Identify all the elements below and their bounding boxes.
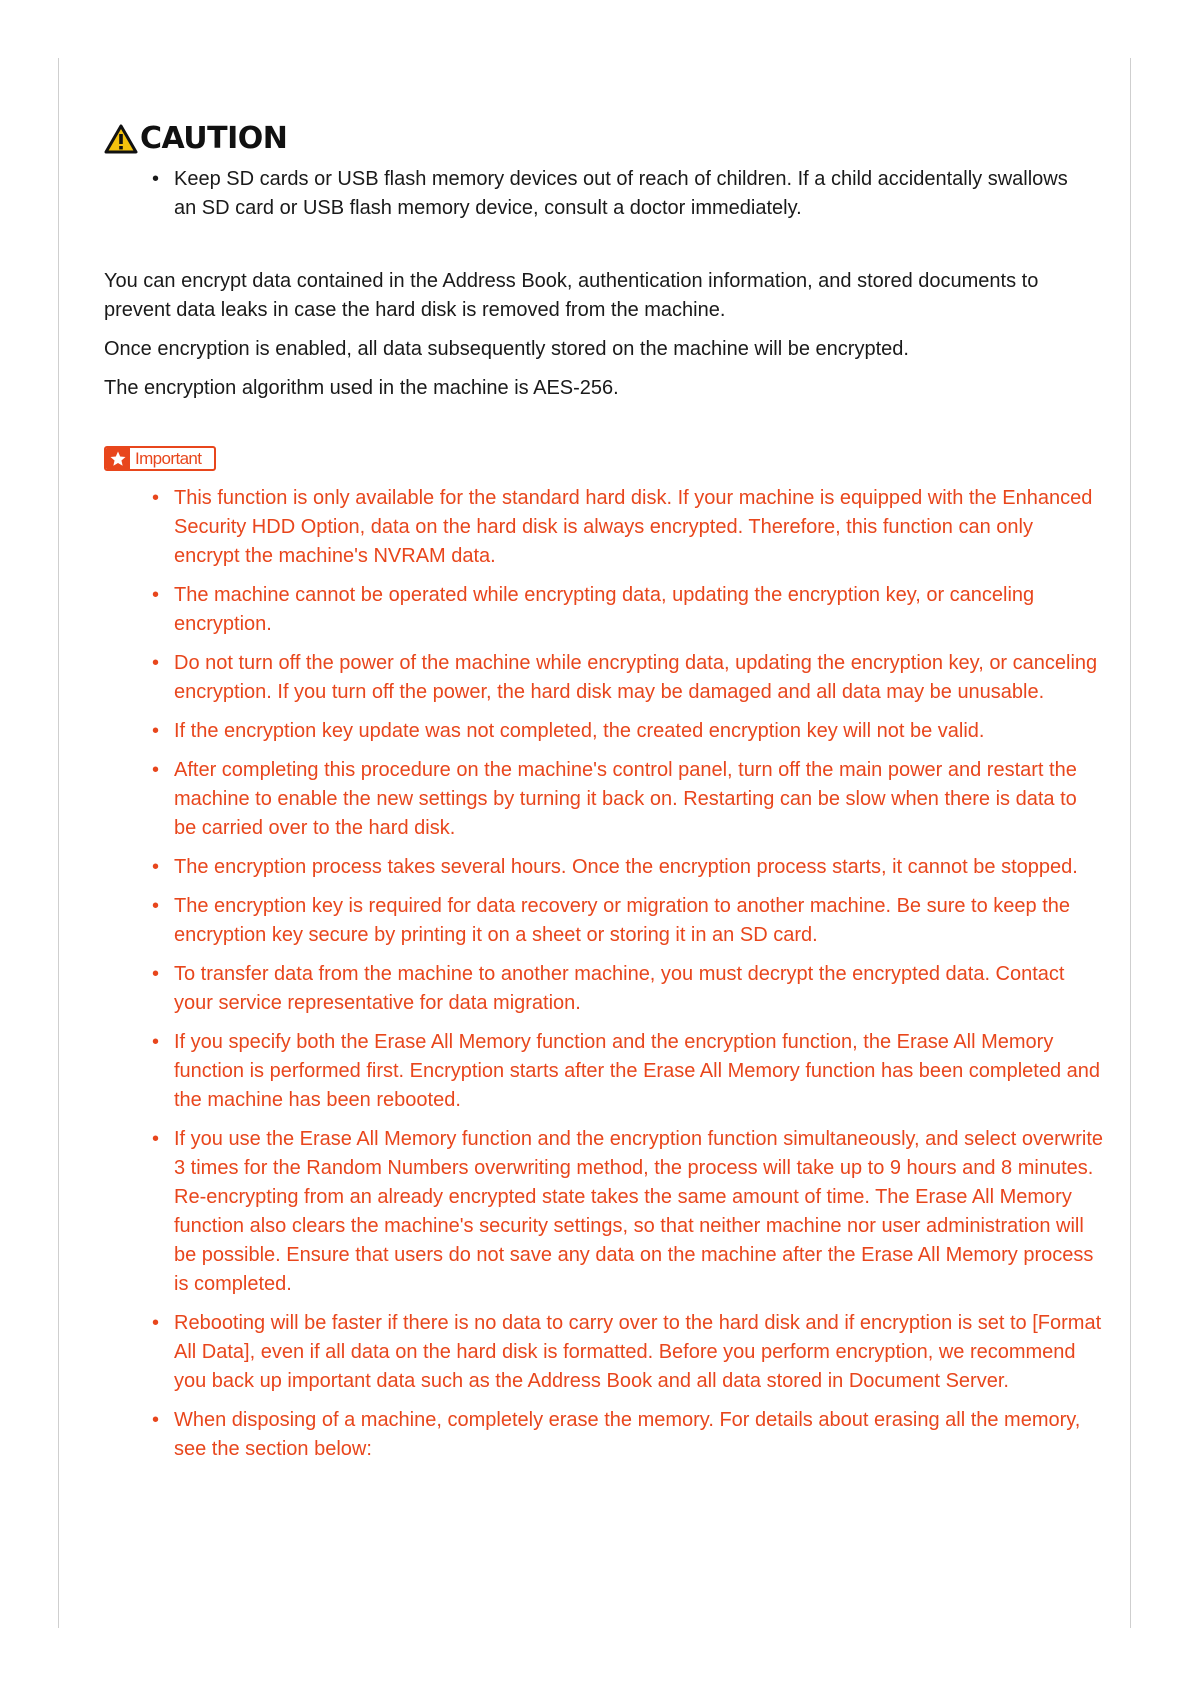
page-border-left	[58, 58, 59, 1628]
important-badge	[104, 446, 216, 471]
important-item: • The machine cannot be operated while encrypting data, updating the encryption key, or canceling encryption.	[104, 581, 1104, 639]
important-item: • If the encryption key update was not completed, the created encryption key will not be valid.	[104, 717, 1104, 746]
important-item: • To transfer data from the machine to another machine, you must decrypt the encrypted data. Contact your service representative for data migration.	[104, 960, 1104, 1018]
important-item: • If you specify both the Erase All Memory function and the encryption function, the Erase All Memory function is performed first. Encryption starts after the Erase All Memory function has been completed and the machine has been rebooted.	[104, 1028, 1104, 1115]
important-item: • After completing this procedure on the machine's control panel, turn off the main power and restart the machine to enable the new settings by turning it back on. Restarting can be slow when there is data to be carried over to the hard disk.	[104, 756, 1104, 843]
caution-list	[104, 165, 1094, 223]
important-item: • This function is only available for the standard hard disk. If your machine is equipped with the Enhanced Security HDD Option, data on the hard disk is always encrypted. Therefore, this function can only encrypt the machine's NVRAM data.	[104, 484, 1104, 571]
intro-paragraph: The encryption algorithm used in the machine is AES-256.	[104, 377, 619, 399]
important-list	[104, 484, 1104, 1474]
important-item: • If you use the Erase All Memory function and the encryption function simultaneously, and select overwrite 3 times for the Random Numbers overwriting method, the process will take up to 9 hours and 8 minutes. Re-encrypting from an already encrypted state takes the same amount of time. The Erase All Memory function also clears the machine's security settings, so that neither machine nor user administration will be possible. Ensure that users do not save any data on the machine after the Erase All Memory process is completed.	[104, 1125, 1104, 1299]
page-border-right	[1130, 58, 1131, 1628]
important-item: • The encryption key is required for data recovery or migration to another machine. Be sure to keep the encryption key secure by printing it on a sheet or storing it in an SD card.	[104, 892, 1104, 950]
caution-title: CAUTION	[140, 121, 288, 156]
important-item: • Rebooting will be faster if there is no data to carry over to the hard disk and if encryption is set to [Format All Data], even if all data on the hard disk is formatted. Before you perform encryption, we recommend you back up important data such as the Address Book and all data stored in Document Server.	[104, 1309, 1104, 1396]
intro-section	[104, 267, 1094, 413]
caution-heading	[104, 122, 287, 156]
important-item: • The encryption process takes several hours. Once the encryption process starts, it cannot be stopped.	[104, 853, 1104, 882]
intro-paragraph: You can encrypt data contained in the Address Book, authentication information, and stored documents to prevent data leaks in case the hard disk is removed from the machine.	[104, 270, 1039, 321]
star-icon	[106, 448, 130, 469]
important-label: Important	[135, 449, 202, 468]
caution-item: • Keep SD cards or USB flash memory devices out of reach of children. If a child accidentally swallows an SD card or USB flash memory device, consult a doctor immediately.	[104, 165, 1094, 223]
important-item: • Do not turn off the power of the machine while encrypting data, updating the encryption key, or canceling encryption. If you turn off the power, the hard disk may be damaged and all data may be unusable.	[104, 649, 1104, 707]
intro-paragraph: Once encryption is enabled, all data subsequently stored on the machine will be encrypted.	[104, 338, 909, 360]
warning-triangle-icon	[104, 123, 138, 155]
important-item: • When disposing of a machine, completely erase the memory. For details about erasing all the memory, see the section below:	[104, 1406, 1104, 1464]
